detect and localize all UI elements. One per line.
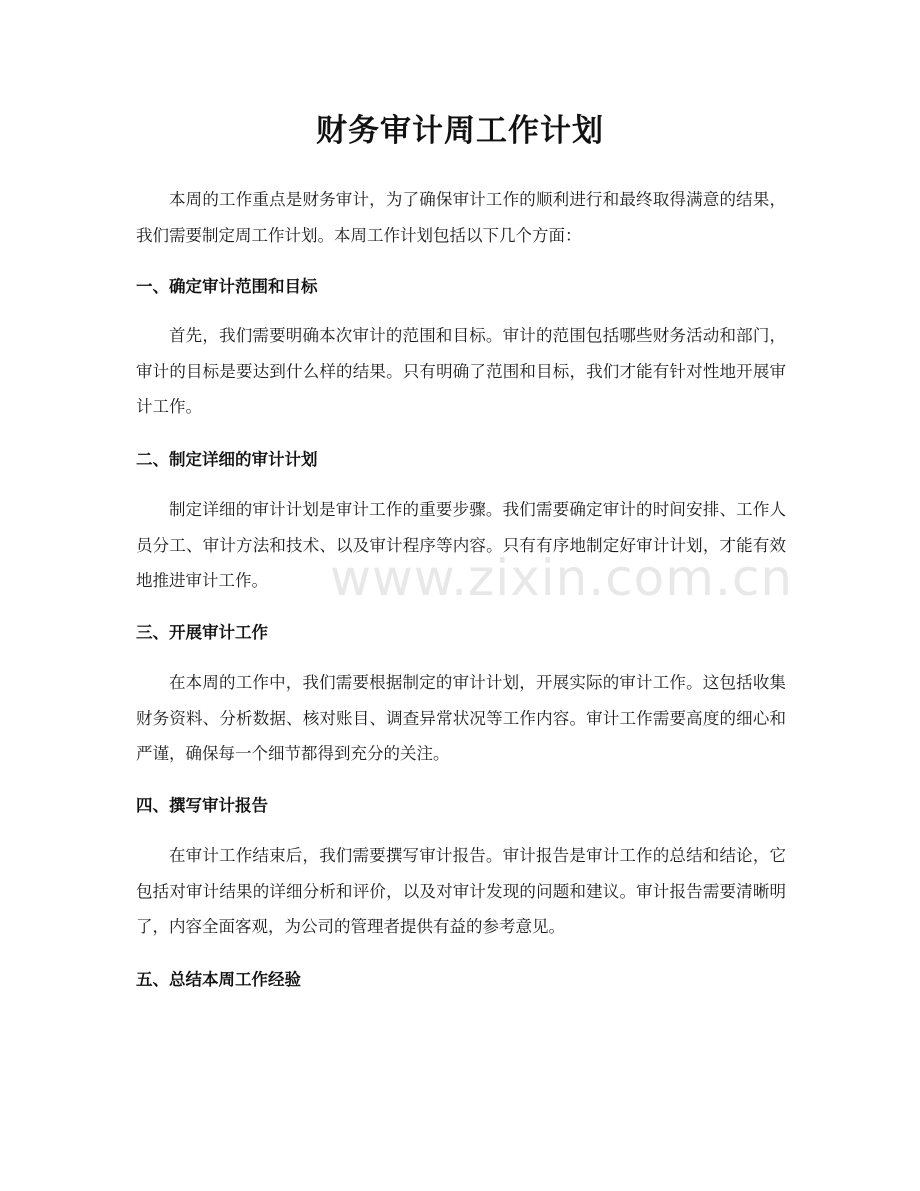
- section-3-heading: 三、开展审计工作: [136, 623, 268, 642]
- intro-paragraph: 本周的工作重点是财务审计，为了确保审计工作的顺利进行和最终取得满意的结果，我们需要制定周工作计划。本周工作计划包括以下几个方面：: [136, 190, 786, 245]
- section-4-paragraph: 在审计工作结束后，我们需要撰写审计报告。审计报告是审计工作的总结和结论，它包括对审计结果的详细分析和评价，以及对审计发现的问题和建议。审计报告需要清晰明了，内容全面客观，为公司的管理者提供有益的参考意见。: [136, 846, 786, 936]
- section-4-heading: 四、撰写审计报告: [136, 796, 268, 815]
- section-3-paragraph: 在本周的工作中，我们需要根据制定的审计计划，开展实际的审计工作。这包括收集财务资料、分析数据、核对账目、调查异常状况等工作内容。审计工作需要高度的细心和严谨，确保每一个细节都得到充分的关注。: [136, 673, 786, 763]
- section-2-heading: 二、制定详细的审计计划: [136, 450, 318, 469]
- document-title: 财务审计周工作计划: [316, 113, 604, 149]
- section-1-heading: 一、确定审计范围和目标: [136, 277, 318, 296]
- section-2-paragraph: 制定详细的审计计划是审计工作的重要步骤。我们需要确定审计的时间安排、工作人员分工、审计方法和技术、以及审计程序等内容。只有有序地制定好审计计划，才能有效地推进审计工作。: [136, 500, 786, 590]
- section-1-paragraph: 首先，我们需要明确本次审计的范围和目标。审计的范围包括哪些财务活动和部门，审计的目标是要达到什么样的结果。只有明确了范围和目标，我们才能有针对性地开展审计工作。: [136, 326, 786, 416]
- section-5-heading: 五、总结本周工作经验: [136, 970, 301, 989]
- watermark: www.zixin.com.cn: [330, 549, 794, 607]
